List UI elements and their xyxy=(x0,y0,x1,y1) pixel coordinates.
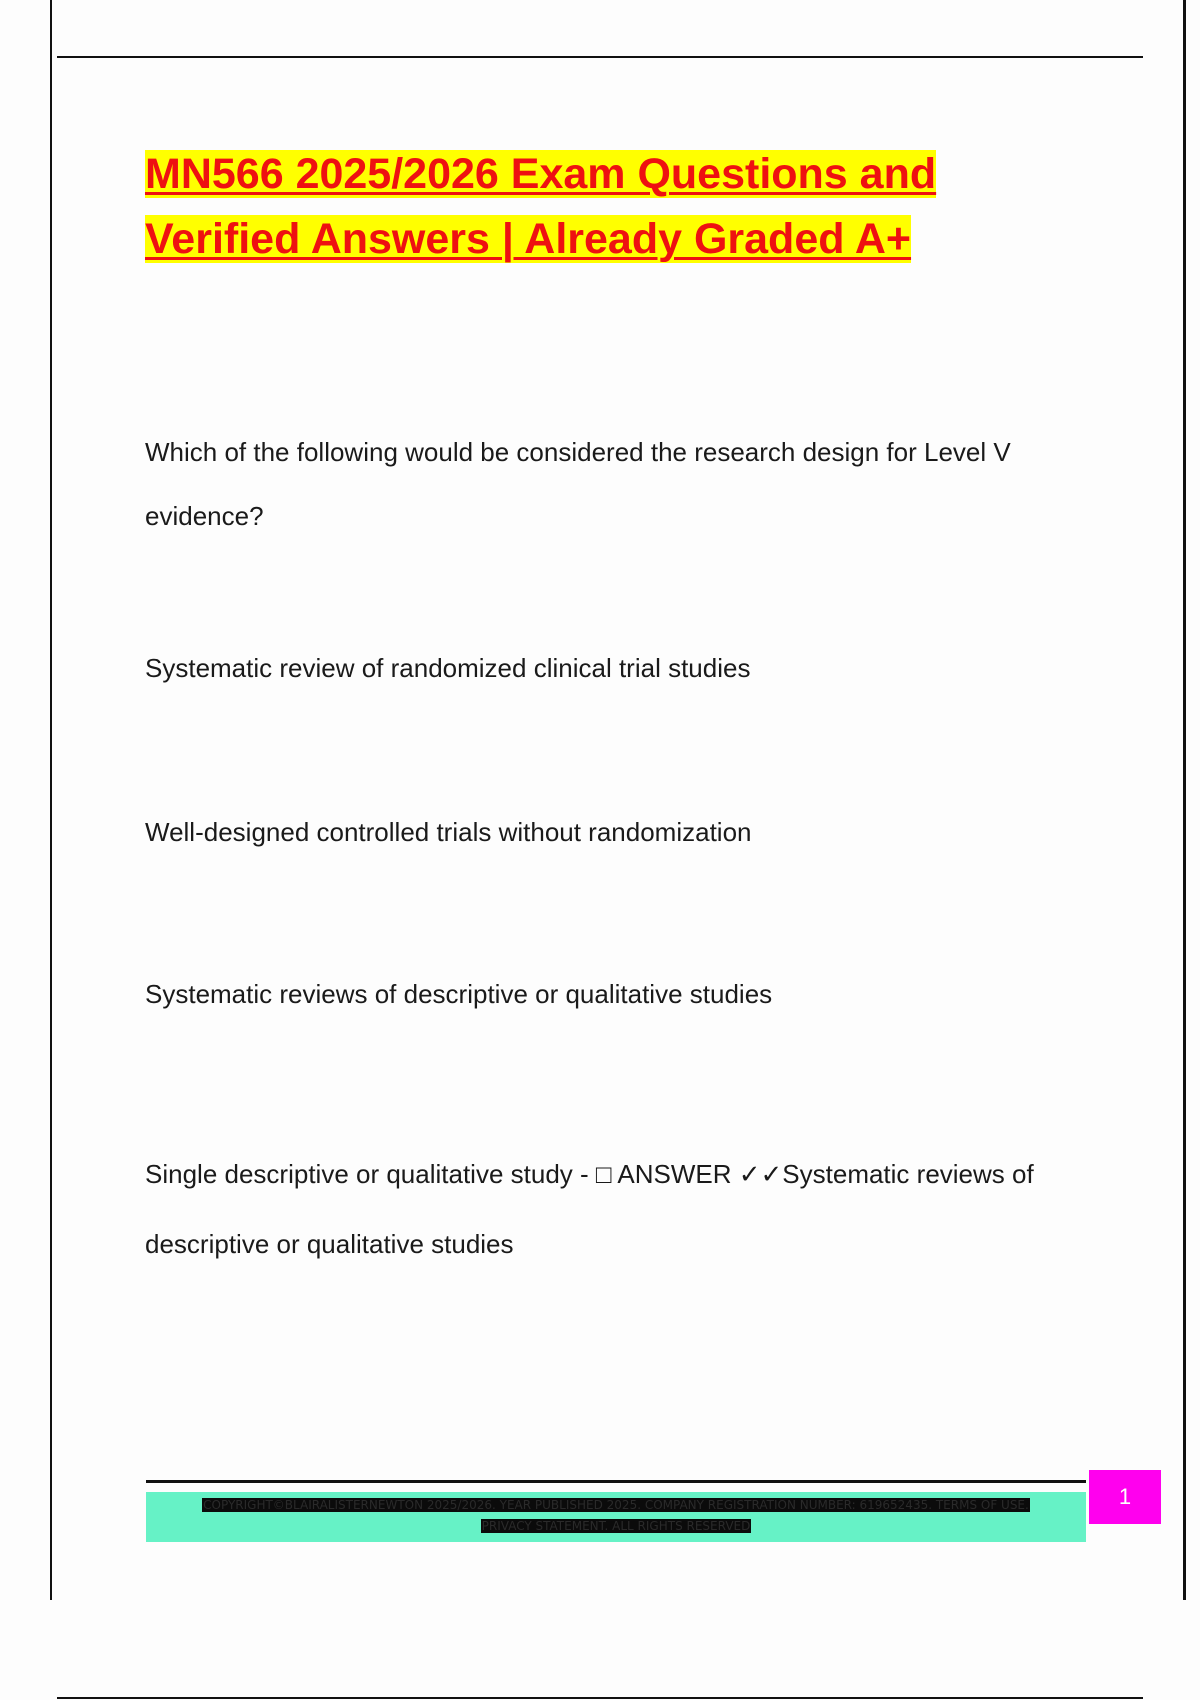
answer-option-3: Systematic reviews of descriptive or qualitative studies xyxy=(145,979,773,1009)
title-line-2: Verified Answers | Already Graded A+ xyxy=(145,215,912,263)
footer-rule xyxy=(146,1480,1086,1483)
answer-option-1: Systematic review of randomized clinical trial studies xyxy=(145,653,751,683)
copyright-footer xyxy=(146,1492,1086,1542)
header-rule xyxy=(57,56,1143,58)
page-frame-left-border xyxy=(50,0,52,1600)
copyright-line-1: COPYRIGHT©BLAIRALISTERNEWTON 2025/2026. YEAR PUBLISHED 2025. COMPANY REGISTRATION NUMBER: 619652435. TERMS OF USE. xyxy=(203,1498,1029,1512)
next-page-rule xyxy=(57,1697,1143,1699)
answer-option-2: Well-designed controlled trials without randomization xyxy=(145,817,752,847)
copyright-line-2: PRIVACY STATEMENT. ALL RIGHTS RESERVED xyxy=(481,1519,751,1533)
page-number: 1 xyxy=(1089,1470,1161,1524)
page-frame-right-border xyxy=(1183,0,1186,1600)
title-line-1: MN566 2025/2026 Exam Questions and xyxy=(145,150,937,198)
answer-option-4-with-answer: Single descriptive or qualitative study - □ ANSWER ✓✓Systematic reviews of descriptive or qualitative studies xyxy=(145,1159,1034,1259)
document-title xyxy=(145,142,1085,272)
question-text: Which of the following would be considered the research design for Level V evidence? xyxy=(145,437,1011,531)
